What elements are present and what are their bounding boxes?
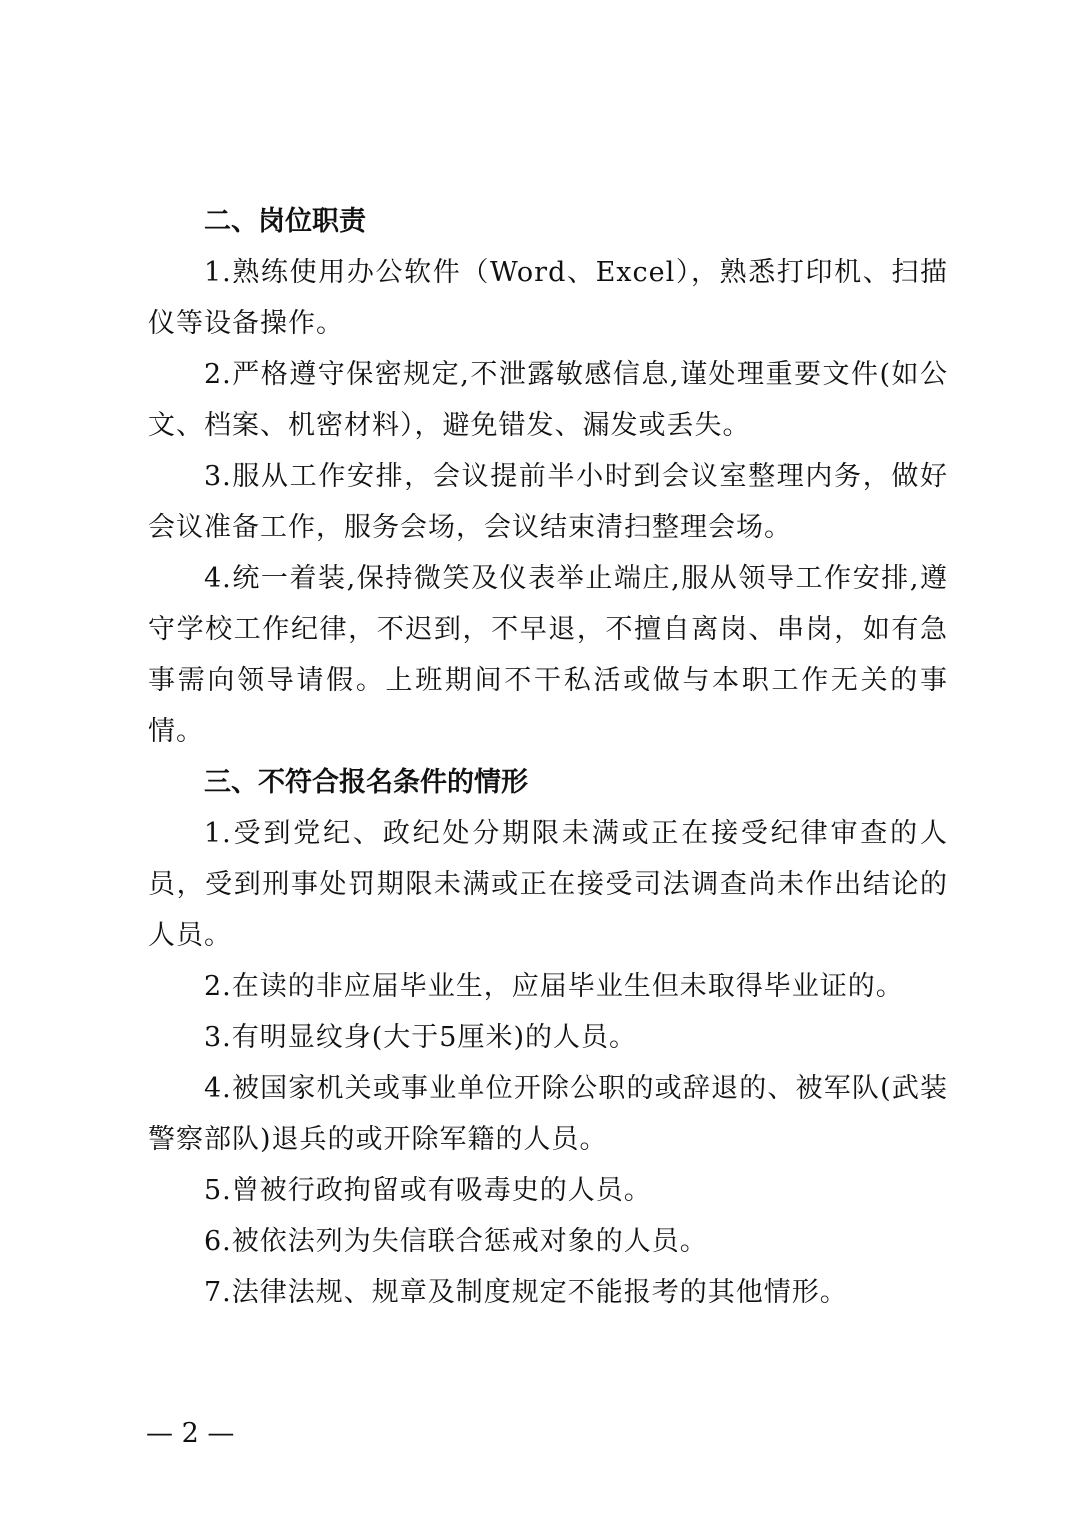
page-number: — 2 — [146,1418,235,1449]
document-body [148,196,948,1318]
ineligibility-item-3: 3.有明显纹身(大于5厘米)的人员。 [204,1022,638,1053]
section-heading-ineligibility: 三、不符合报名条件的情形 [204,767,528,798]
ineligibility-item-5: 5.曾被行政拘留或有吸毒史的人员。 [204,1175,652,1206]
ineligibility-item-6: 6.被依法列为失信联合惩戒对象的人员。 [204,1226,708,1257]
ineligibility-item-2: 2.在读的非应届毕业生，应届毕业生但未取得毕业证的。 [204,971,904,1002]
duty-item-4: 4.统一着装,保持微笑及仪表举止端庄,服从领导工作安排,遵守学校工作纪律，不迟到，不早退，不擅自离岗、串岗，如有急事需向领导请假。上班期间不干私活或做与本职工作无关的事情。 [148,563,948,747]
duty-item-3: 3.服从工作安排，会议提前半小时到会议室整理内务，做好会议准备工作，服务会场，会议结束清扫整理会场。 [148,461,948,543]
section-heading-duties: 二、岗位职责 [204,206,366,237]
duty-item-2: 2.严格遵守保密规定,不泄露敏感信息,谨处理重要文件(如公文、档案、机密材料），避免错发、漏发或丢失。 [148,359,948,441]
ineligibility-item-1: 1.受到党纪、政纪处分期限未满或正在接受纪律审查的人员，受到刑事处罚期限未满或正在接受司法调查尚未作出结论的人员。 [148,818,948,951]
ineligibility-item-4: 4.被国家机关或事业单位开除公职的或辞退的、被军队(武装警察部队)退兵的或开除军籍的人员。 [148,1073,948,1155]
duty-item-1: 1.熟练使用办公软件（Word、Excel），熟悉打印机、扫描仪等设备操作。 [148,257,948,339]
ineligibility-item-7: 7.法律法规、规章及制度规定不能报考的其他情形。 [204,1277,848,1308]
